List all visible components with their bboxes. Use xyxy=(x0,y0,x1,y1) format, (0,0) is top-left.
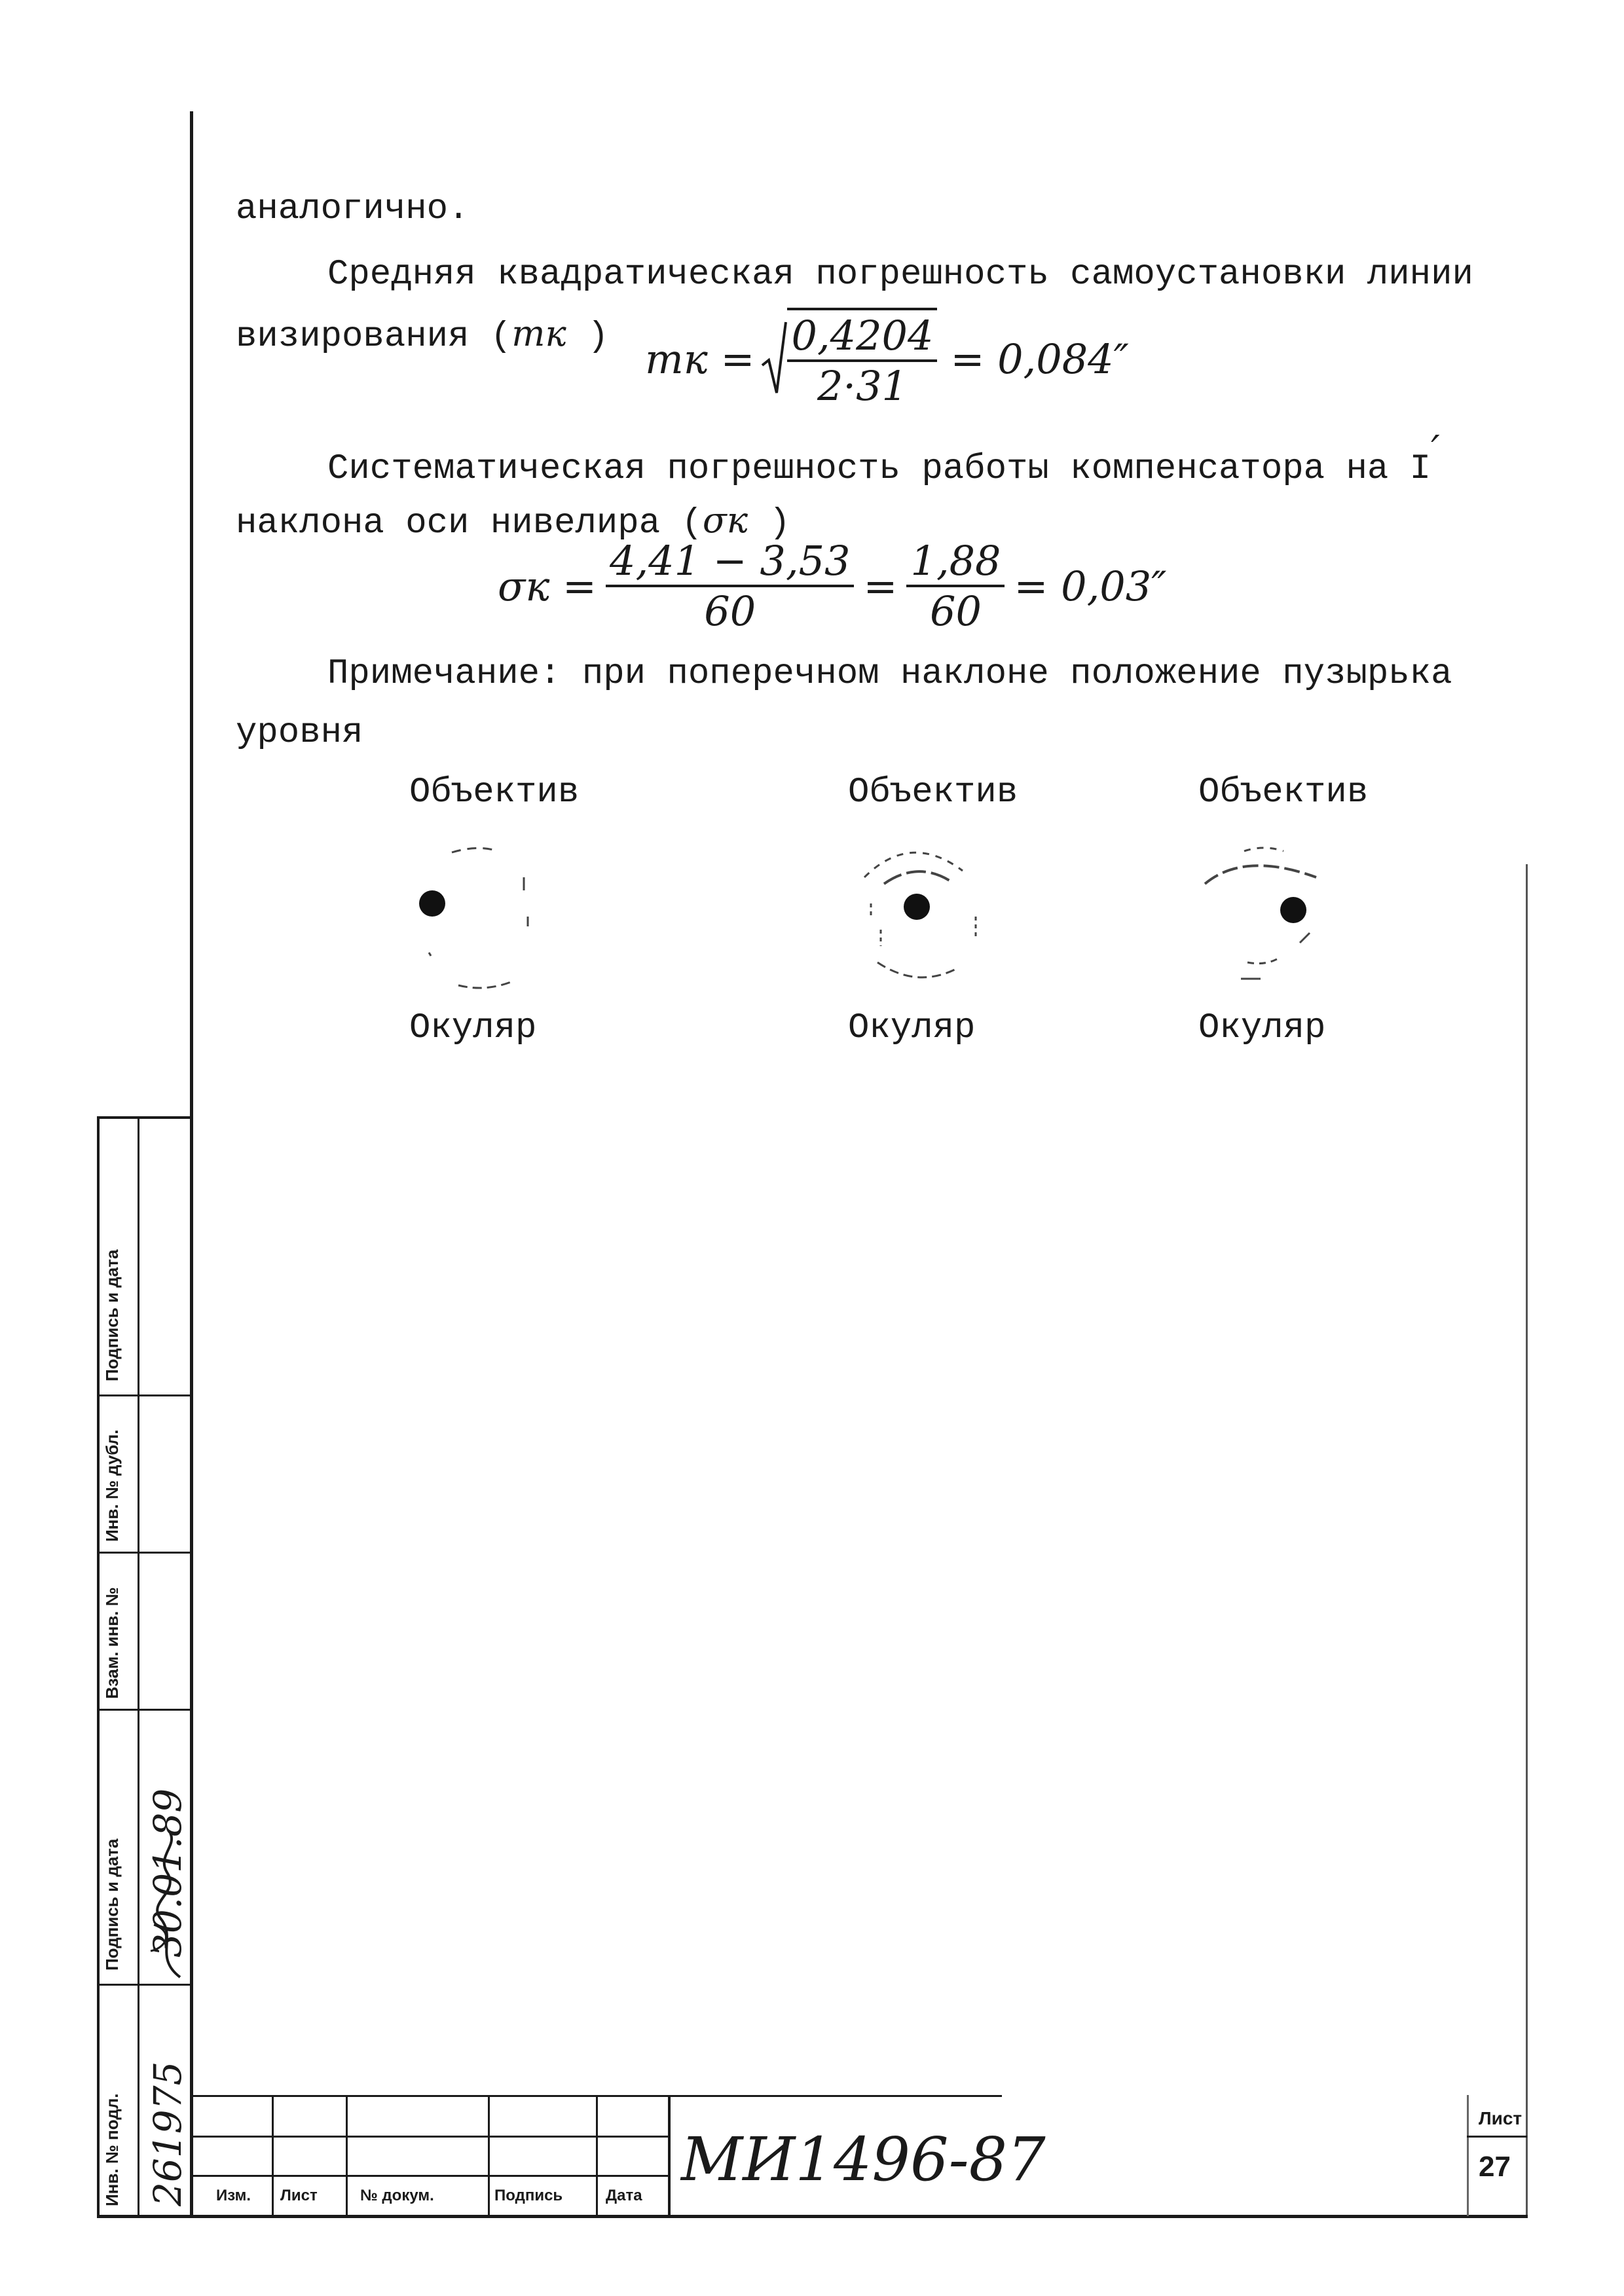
sheet-col-left xyxy=(1467,2095,1469,2216)
sidebar-signature-icon xyxy=(141,1827,190,1984)
paragraph-note-line2: уровня xyxy=(236,713,363,753)
title-col-3 xyxy=(488,2095,490,2216)
sheet-label: Лист xyxy=(1479,2108,1522,2128)
sidebar-top-line xyxy=(97,1116,192,1119)
formula-mk-denominator: 2·31 xyxy=(817,362,908,410)
sidebar-inner-line xyxy=(138,1116,139,2216)
sidebar-div-1 xyxy=(97,1394,192,1396)
title-label-izm: Изм. xyxy=(216,2187,251,2204)
sidebar-left-line xyxy=(97,1116,100,2216)
formula-mk-numerator: 0,4204 xyxy=(791,312,934,359)
sidebar-div-4 xyxy=(97,1984,192,1986)
diagram-1-bottom-label: Окуляр xyxy=(409,1008,537,1048)
paragraph-sigma-text1: Систематическая погрешность работы компенсатора на I xyxy=(327,449,1431,489)
formula-sigma-eq: = xyxy=(863,562,898,610)
frame-left-line xyxy=(190,111,193,2216)
formula-sigma-lhs: σк = xyxy=(498,562,597,610)
paragraph-mk-close: ) xyxy=(587,317,609,357)
paragraph-sigma-close: ) xyxy=(769,503,790,543)
formula-mk-lhs: mк = xyxy=(645,335,755,383)
sidebar-div-2 xyxy=(97,1552,192,1554)
sqrt-icon xyxy=(761,319,787,398)
formula-sigma xyxy=(498,537,1166,635)
formula-sigma-fraction2 xyxy=(906,537,1005,635)
sidebar-div-3 xyxy=(97,1709,192,1711)
diagram-1-top-label: Объектив xyxy=(409,773,580,812)
diagram-2-top-label: Объектив xyxy=(848,773,1018,812)
paragraph-mk-text: визирования ( xyxy=(236,317,512,357)
formula-sigma-num2: 1,88 xyxy=(910,537,1001,585)
paragraph-mk-line1: Средняя квадратическая погрешность самоустановки линии xyxy=(327,255,1473,295)
title-block-bottom-line xyxy=(97,2215,1528,2218)
paragraph-sigma-line1 xyxy=(327,428,1440,489)
sidebar-podpis-data-1: Подпись и дата xyxy=(102,1249,122,1381)
frame-right-line xyxy=(1526,864,1528,2216)
title-col-5 xyxy=(668,2095,671,2216)
diagram-3-top-label: Объектив xyxy=(1198,773,1369,812)
formula-mk xyxy=(645,308,1129,410)
formula-sigma-result: = 0,03″ xyxy=(1014,562,1167,610)
bubble-diagram-1-icon xyxy=(399,831,557,1002)
paragraph-mk-line2 xyxy=(236,314,609,357)
title-col-1 xyxy=(272,2095,274,2216)
sidebar-signature-date: 30.01.89 xyxy=(145,1788,190,1958)
formula-sigma-den2: 60 xyxy=(930,587,982,635)
mk-symbol: mк xyxy=(511,313,566,354)
sidebar-podpis-data-2: Подпись и дата xyxy=(102,1838,122,1971)
formula-sigma-den1: 60 xyxy=(704,587,756,635)
formula-sigma-num1: 4,41 − 3,53 xyxy=(610,537,851,585)
diagram-2-bottom-label: Окуляр xyxy=(848,1008,976,1048)
title-label-dokum: № докум. xyxy=(360,2187,434,2204)
sheet-row-line xyxy=(1467,2136,1527,2138)
formula-mk-fraction xyxy=(787,308,937,410)
sidebar-inv-podl-value: 261975 xyxy=(145,2061,190,2206)
title-label-data: Дата xyxy=(606,2187,642,2204)
bubble-diagram-2-icon xyxy=(845,831,1002,1002)
bubble-diagram-3-icon xyxy=(1185,831,1342,1002)
sidebar-vzam-inv: Взам. инв. № xyxy=(102,1587,122,1699)
paragraph-sigma-text2: наклона оси нивелира ( xyxy=(236,503,703,543)
document-designation: МИ1496-87 xyxy=(681,2124,1046,2195)
sheet-number: 27 xyxy=(1479,2151,1511,2183)
title-col-2 xyxy=(346,2095,348,2216)
sidebar-inv-podl: Инв. № подл. xyxy=(102,2093,122,2206)
sidebar-inv-dubl: Инв. № дубл. xyxy=(102,1429,122,1542)
sigma-symbol: σк xyxy=(702,500,748,541)
title-label-podpis: Подпись xyxy=(494,2187,563,2204)
formula-sigma-fraction1 xyxy=(606,537,854,635)
title-col-4 xyxy=(596,2095,598,2216)
diagram-3-bottom-label: Окуляр xyxy=(1198,1008,1326,1048)
prime-symbol: ′ xyxy=(1431,428,1440,473)
paragraph-analogichno: аналогично. xyxy=(236,189,470,229)
formula-mk-result: = 0,084″ xyxy=(950,335,1129,383)
paragraph-note-line1: Примечание: при поперечном наклоне положение пузырька xyxy=(327,654,1452,694)
title-label-list: Лист xyxy=(280,2187,318,2204)
